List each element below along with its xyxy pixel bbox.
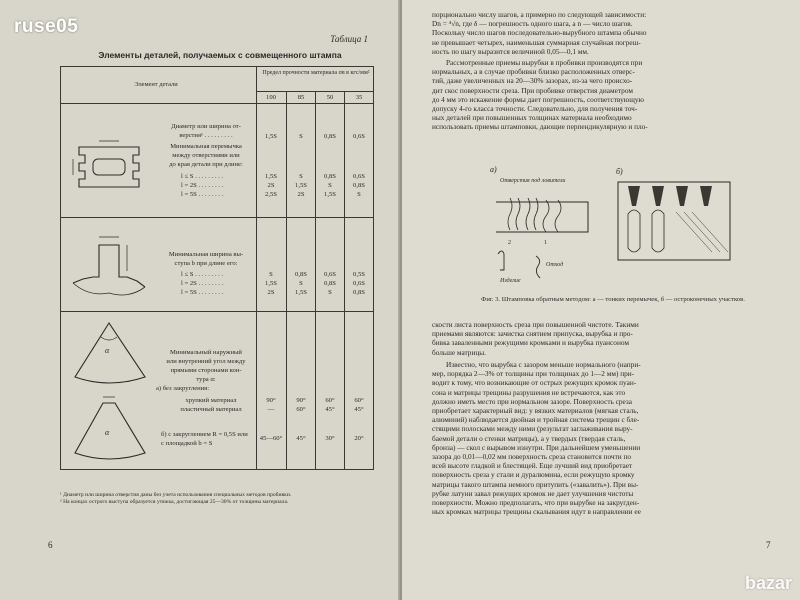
page-number-left: 6 xyxy=(48,540,53,550)
table-label: Таблица 1 xyxy=(330,34,368,44)
p4-line-11: зазора до 0,01—0,02 мм поверхность среза становится почти по xyxy=(432,452,632,462)
row2-label-2: ступа b при длине его: xyxy=(174,260,238,267)
row2-sub3-v2: 1,5S xyxy=(295,289,307,296)
row3-sub1-v4: 60° xyxy=(354,397,364,404)
strength-50: 50 xyxy=(326,94,334,101)
row3-label-3: прямыми сторонами кон- xyxy=(170,367,242,374)
p4-line-6: приобретает характерный вид: у вязких материалов (мягкая сталь, xyxy=(432,406,639,416)
row2-sub1-v2: 0,8S xyxy=(295,271,307,278)
table-title: Элементы деталей, получаемых с совмещенного штампа xyxy=(98,50,342,60)
row1-sub1-v4: 0,6S xyxy=(353,173,365,180)
row2-sub3-v1: 2S xyxy=(267,289,275,296)
paragraph-four xyxy=(432,360,782,516)
p3-line-3: бивка заваленными режущими кромками и вырубка пуансоном xyxy=(432,338,629,348)
row3-drawing-rounded xyxy=(67,395,151,467)
p2-line-6: допуску 4-го класса точности. Следовательно, для получения точ- xyxy=(432,104,638,114)
figure-mark-1: 1 xyxy=(544,240,547,246)
p4-line-10: бронза) — скол с вырывом изнутри. При дальнейшем уменьшении xyxy=(432,442,641,452)
row3-sub3-v4: 20° xyxy=(354,435,364,442)
row1-sub2-label: l = 2S . . . . . . . . xyxy=(181,182,224,189)
row1-label-4: между отверстиями или xyxy=(172,152,240,159)
watermark-logo-top: ruse05 xyxy=(14,16,79,37)
page-number-right: 7 xyxy=(766,540,771,550)
row3-label-1: Минимальный наружный xyxy=(170,349,242,356)
row1-diam-35: 0,6S xyxy=(353,133,365,140)
row3-label-2: или внутренний угол между xyxy=(166,358,246,365)
row3-sub3-label: б) с закруглением R = 0,5S или с площадкой b = S xyxy=(161,431,248,447)
watermark-logo-bottom: bazar xyxy=(744,573,792,593)
strength-35: 35 xyxy=(355,94,363,101)
p1-line-2: Dn = ⁴√n, где δ — погрешность одного шага, а n — число шагов. xyxy=(432,19,633,29)
row1-drawing xyxy=(69,137,149,197)
row2-sub2-v4: 0,6S xyxy=(353,280,365,287)
p4-line-8: стящими полосками между ними (результат заглаживания выру- xyxy=(432,424,633,434)
row2-sub2-v1: 1,5S xyxy=(265,280,277,287)
row2-sub3-v3: S xyxy=(328,289,332,296)
p4-line-9: баемой детали о стенки матрицы), а у твердых (твердая сталь, xyxy=(432,433,626,443)
row1-sub3-v1: 2,5S xyxy=(265,191,277,198)
row2-drawing xyxy=(69,227,149,303)
strength-100: 100 xyxy=(266,94,276,101)
row1-sub1-label: l ≤ S . . . . . . . . . xyxy=(181,173,224,180)
row1-sub2-v2: 1,5S xyxy=(295,182,307,189)
row2-sub1-label: l ≤ S . . . . . . . . . xyxy=(181,271,224,278)
p1-line-3: Поскольку число шагов последовательно-вырубного штампа обычно xyxy=(432,28,647,38)
row3-sub1-v3: 60° xyxy=(325,397,335,404)
row2-sub3-label: l = 5S . . . . . . . . xyxy=(181,289,224,296)
figure-3 xyxy=(488,162,738,292)
svg-text:α: α xyxy=(105,346,110,355)
paragraph-top xyxy=(432,10,782,56)
row1-sub2-v3: S xyxy=(328,182,332,189)
p1-line-4: не превышает четырех, наименьшая суммарная случайная погреш- xyxy=(432,37,641,47)
p4-line-13: поверхность среза у стали и дуралюмина, если режущую кромку xyxy=(432,470,635,480)
row1-label-2: верстия¹ . . . . . . . . . xyxy=(179,132,233,139)
row2-sub2-v3: 0,8S xyxy=(324,280,336,287)
paragraph-two xyxy=(432,58,782,132)
row3-sub2-v1: — xyxy=(267,406,275,413)
row1-sub1-v1: 1,5S xyxy=(265,173,277,180)
row3-sub3-v1: 45—60° xyxy=(259,435,283,442)
row2-sub1-v4: 0,5S xyxy=(353,271,365,278)
row1-diam-85: S xyxy=(299,133,303,140)
row2-label-1: Минимальная ширина вы- xyxy=(168,251,244,258)
row1-sub3-v4: S xyxy=(357,191,361,198)
row1-diam-100: 1,5S xyxy=(265,133,277,140)
p4-line-17: ных кромках матрицы трещины скалывания идут в направлении ее xyxy=(432,507,641,517)
footnote-1: ¹ Диаметр или ширина отверстия даны без учета использования специальных методов пробивки. xyxy=(60,492,292,498)
footnote-2: ² На концах острого выступа образуется утяжка, достигающая 25—30% от толщины материала. xyxy=(60,499,289,506)
p4-line-1: Известно, что вырубка с зазором меньше нормального (напри- xyxy=(446,360,641,369)
row1-sub1-v3: 0,8S xyxy=(324,173,336,180)
p4-line-5: должно иметь место при нормальном зазоре. Поверхность среза xyxy=(432,396,632,406)
p1-line-5: ность по шагу выразится величиной 0,05—0,1 мм. xyxy=(432,46,589,56)
row1-sub3-v2: 2S xyxy=(297,191,305,198)
figure-caption: Фиг. 3. Штамповка обратным методом: а — тонких перемычек, б — остроконечных участков. xyxy=(481,296,745,303)
row1-sub2-v1: 2S xyxy=(267,182,275,189)
row3-sub3-v3: 30° xyxy=(325,435,335,442)
p2-line-7: ных деталей при повышенных толщинах материала необходимо xyxy=(432,113,632,123)
p4-line-14: матрицы такого штампа немного притупить («завалить»). При вы- xyxy=(432,479,639,489)
row3-sub1-label: хрупкий материал xyxy=(185,397,237,404)
row1-sub3-label: l = 5S . . . . . . . . xyxy=(181,191,224,198)
row2-sub2-v2: S xyxy=(299,280,303,287)
row3-sub3-v2: 45° xyxy=(296,435,306,442)
p2-line-5: до 4 мм это искажение формы дает погрешность, соответствующую xyxy=(432,94,644,104)
p2-line-8: использовать приемы штамповки, дающие перпендикулярную и пло- xyxy=(432,122,648,132)
p2-line-1: Рассмотренные приемы вырубки в пробивки производятся при xyxy=(446,58,643,67)
paragraph-three xyxy=(432,320,782,357)
row2-sub3-v4: 0,8S xyxy=(353,289,365,296)
p4-line-16: поверхности. Можно предполагать, что при вырубке на закругден- xyxy=(432,498,640,508)
header-element: Элемент детали xyxy=(134,81,178,88)
row1-diam-50: 0,8S xyxy=(324,133,336,140)
figure-note-waste: Отход xyxy=(546,262,564,268)
row3-sub1-v1: 90° xyxy=(266,397,276,404)
row3-sub2-v3: 45° xyxy=(325,406,335,413)
p3-line-1: скости листа поверхность среза при повышенной чистоте. Такими xyxy=(432,320,639,329)
strength-85: 85 xyxy=(297,94,305,101)
p1-line-1: порционально числу шагов, а примерно по следующей зависимости: xyxy=(432,10,647,19)
p2-line-3: тий, даже увеличенных на 20—30% зазорах, из-за чего происхо- xyxy=(432,76,633,86)
row3-drawing-sharp xyxy=(67,319,151,389)
row2-sub1-v1: S xyxy=(269,271,273,278)
svg-text:α: α xyxy=(105,428,110,437)
figure-note-part: Изделие xyxy=(500,278,521,284)
row1-sub1-v2: S xyxy=(299,173,303,180)
p2-line-4: дит скос поверхности среза. При пробивке отверстия диаметром xyxy=(432,85,633,95)
p4-line-3: водит к тому, что возникающие от острых режущих кромок пуан- xyxy=(432,378,637,388)
row3-sub1-v2: 90° xyxy=(296,397,306,404)
p4-line-12: всей высоте гладкой и блестящей. Еще лучший вид приобретает xyxy=(432,461,633,471)
figure-mark-2: 2 xyxy=(508,240,511,246)
row1-sub3-v3: 1,5S xyxy=(324,191,336,198)
p4-line-2: мер, порядка 2—3% от толщины при толщинах до 1—2 мм) при- xyxy=(432,369,635,379)
row3-label-5: а) без закругления: xyxy=(156,385,210,392)
row3-sub2-label: пластичный материал xyxy=(180,406,242,413)
figure-note-holes: Отверстия под ловители xyxy=(500,178,566,184)
row1-sub2-v4: 0,8S xyxy=(353,182,365,189)
row1-label-5: до края детали при длине: xyxy=(169,161,243,168)
p4-line-15: рубке латуни завал режущих кромок не дает улучшения чистоты xyxy=(432,488,634,498)
row2-sub1-v3: 0,6S xyxy=(324,271,336,278)
parts-table xyxy=(60,66,374,470)
row2-sub2-label: l = 2S . . . . . . . . xyxy=(181,280,224,287)
p4-line-4: сона и матрицы трещины разрушения не встречаются, как это xyxy=(432,387,626,397)
p2-line-2: нормальных, а в случае пробивки близко расположенных отверс- xyxy=(432,67,635,77)
figure-label-b: б) xyxy=(616,167,623,176)
row1-label-1: Диаметр или ширина от- xyxy=(171,123,241,130)
row3-label-4: тура α: xyxy=(196,376,216,383)
row3-sub2-v2: 60° xyxy=(296,406,306,413)
row3-sub2-v4: 45° xyxy=(354,406,364,413)
p4-line-7: алюминий) наблюдается двойная и тройная система трещин с бле- xyxy=(432,415,640,425)
right-page xyxy=(402,0,800,600)
row1-label-3: Минимальная перемычка xyxy=(170,143,242,150)
p3-line-4: больше матрицы. xyxy=(432,347,486,357)
figure-label-a: а) xyxy=(490,165,497,174)
p3-line-2: приемами являются: зачистка снятием припуска, вырубка и про- xyxy=(432,329,633,339)
header-strength-group: Предел прочности материала σв в кгс/мм² xyxy=(262,70,370,76)
footnotes xyxy=(60,492,370,507)
